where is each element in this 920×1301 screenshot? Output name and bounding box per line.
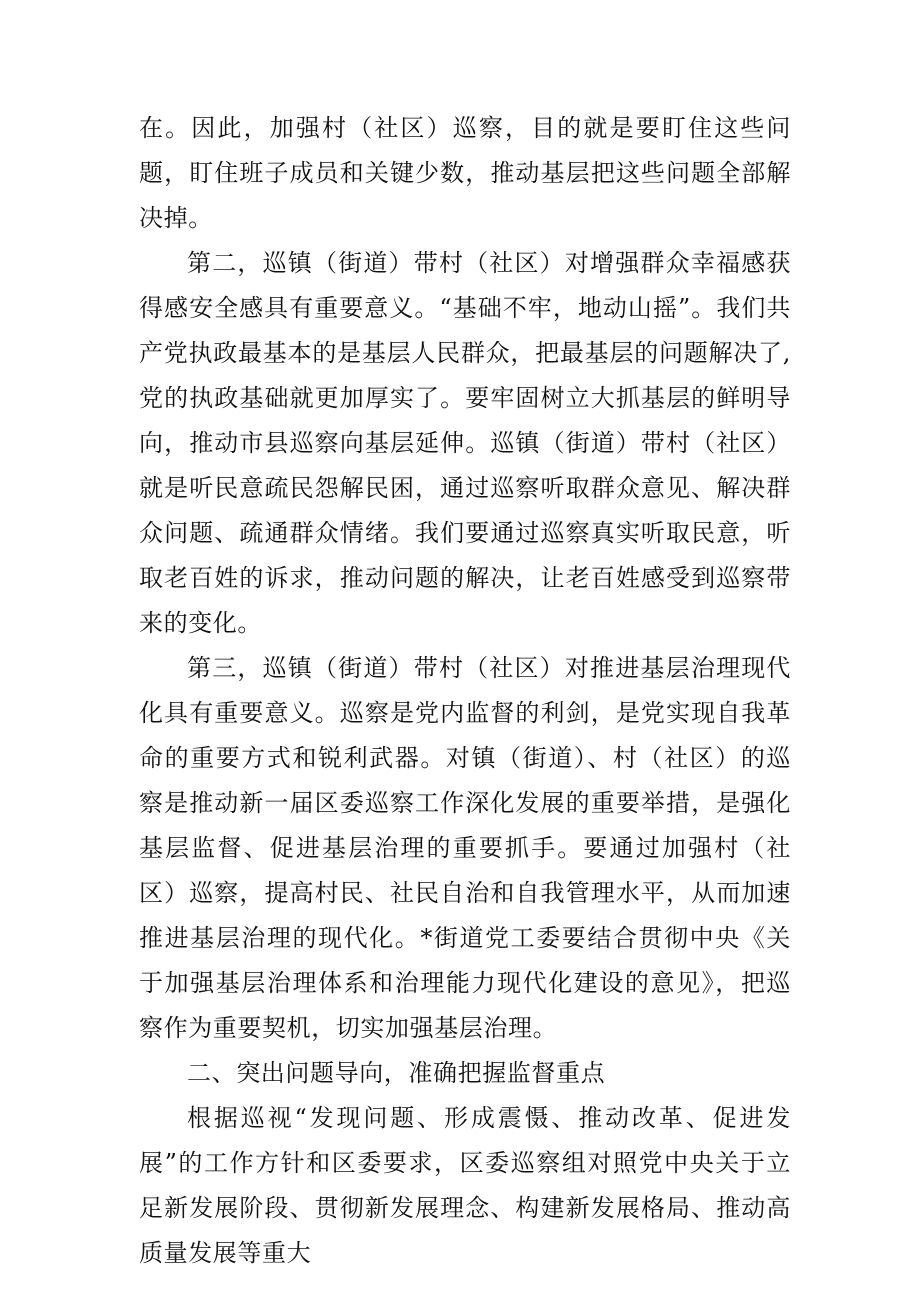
section-heading: 二、突出问题导向，准确把握监督重点: [187, 1059, 606, 1087]
paragraph-third-point: 第三，巡镇（街道）带村（社区）对推进基层治理现代化具有重要意义。巡察是党内监督的利剑，是党实现自我革命的重要方式和锐利武器。对镇（街道）、村（社区）的巡察是推动新一届区委巡察工作深化发展的重要举措，是强化基层监督、促进基层治理的重要抓手。要通过加强村（社区）巡察，提高村民、社民自治和自我管理水平，从而加速推进基层治理的现代化。*街道党工委要结合贯彻中央《关于加强基层治理体系和治理能力现代化建设的意见》，把巡察作为重要契机，切实加强基层治理。: [139, 654, 791, 1042]
document-body: [139, 106, 791, 1276]
paragraph-continuation: 在。因此，加强村（社区）巡察，目的就是要盯住这些问题，盯住班子成员和关键少数，推动基层把这些问题全部解决掉。: [139, 114, 791, 232]
paragraph-section-intro: 根据巡视“发现问题、形成震慑、推动改革、促进发展”的工作方针和区委要求，区委巡察组对照党中央关于立足新发展阶段、贯彻新发展理念、构建新发展格局、推动高质量发展等重大: [139, 1104, 791, 1267]
paragraph-second-point: 第二，巡镇（街道）带村（社区）对增强群众幸福感获得感安全感具有重要意义。“基础不牢，地动山摇”。我们共产党执政最基本的是基层人民群众，把最基层的问题解决了,党的执政基础就更加厚实了。要牢固树立大抓基层的鲜明导向，推动市县巡察向基层延伸。巡镇（街道）带村（社区）就是听民意疏民怨解民困，通过巡察听取群众意见、解决群众问题、疏通群众情绪。我们要通过巡察真实听取民意，听取老百姓的诉求，推动问题的解决，让老百姓感受到巡察带来的变化。: [139, 249, 791, 637]
